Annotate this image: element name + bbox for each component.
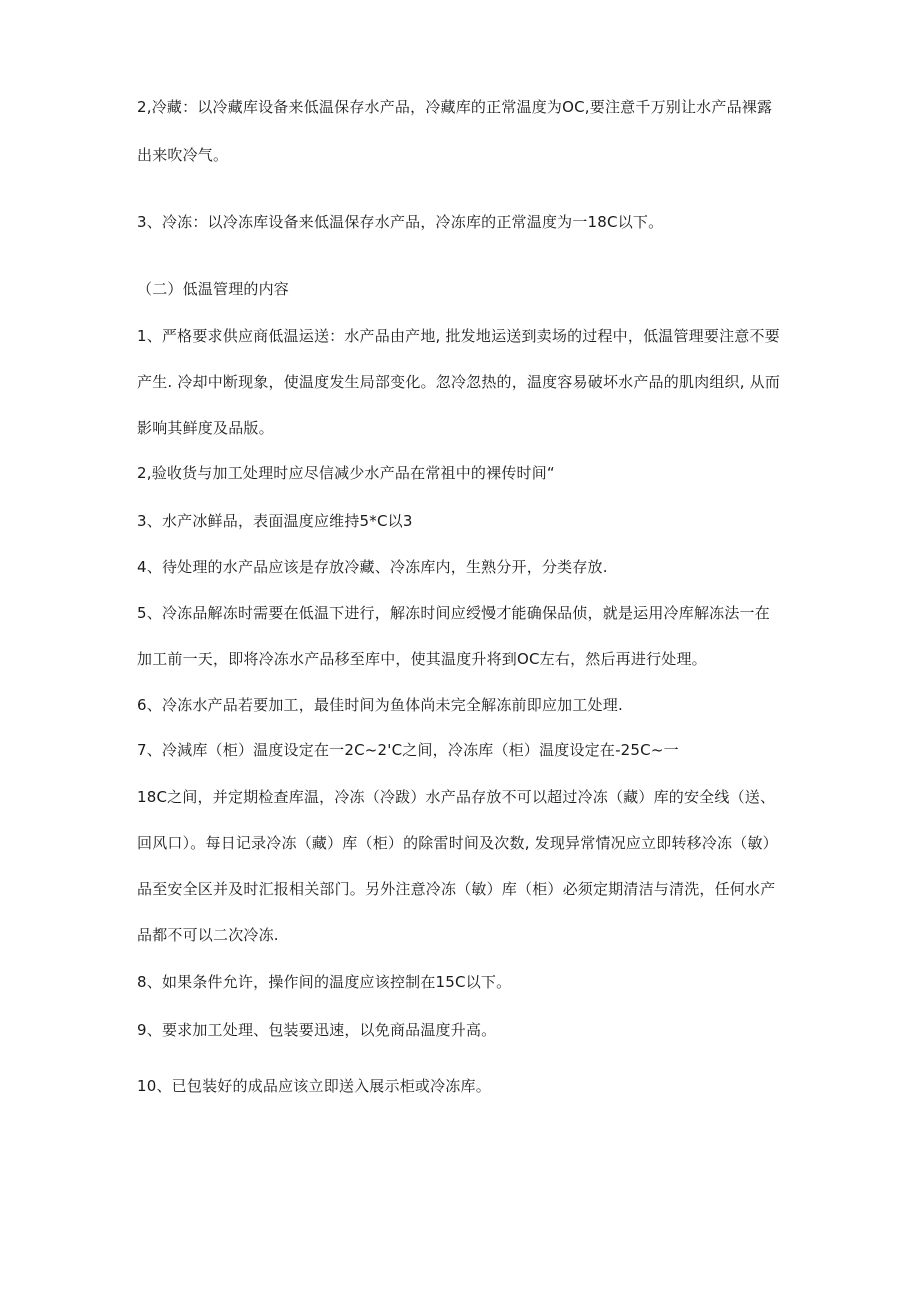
text-line: 9、要求加工处理、包装要迅速，以免商品温度升高。 [137, 1021, 497, 1039]
text-line: 品都不可以二次冷冻. [137, 926, 279, 944]
text-line: 出来吹冷气。 [137, 146, 229, 164]
text-line: 6、冷冻水产品若要加工，最佳时间为鱼体尚未完全解冻前即应加工处理. [137, 696, 623, 714]
text-line: 品至安全区并及时汇报相关部门。另外注意冷冻（敏）库（柜）必须定期清洁与清洗，任何水产 [137, 880, 776, 898]
text-line: 8、如果条件允许，操作间的温度应该控制在15C以下。 [137, 973, 512, 991]
text-line: 产生. 冷却中断现象，使温度发生局部变化。忽冷忽热的，温度容易破坏水产品的肌肉组织, 从而 [137, 373, 781, 391]
text-line: 1、严格要求供应商低温运送：水产品由产地, 批发地运送到卖场的过程中，低温管理要注意不要 [137, 327, 780, 345]
text-line: 3、冷冻：以冷冻库设备来低温保存水产品，冷冻库的正常温度为一18C以下。 [137, 213, 664, 231]
text-line: 4、待处理的水产品应该是存放冷藏、冷冻库内，生熟分开，分类存放. [137, 558, 608, 576]
text-line: 影响其鲜度及品版。 [137, 419, 274, 437]
text-line: 2,冷藏：以冷藏库设备来低温保存水产品，冷藏库的正常温度为OC,要注意千万别让水产品裸露 [137, 98, 773, 116]
text-line: 5、冷冻品解冻时需要在低温下进行，解冻时间应绶慢才能确保品侦，就是运用冷库解冻法一在 [137, 604, 770, 622]
text-line: 回风口）。每日记录冷冻（藏）库（柜）的除雷时间及次数, 发现异常情况应立即转移冷冻（敏） [137, 834, 778, 852]
section-heading: （二）低温管理的内容 [137, 280, 290, 298]
text-line: 10、已包装好的成品应该立即送入展示柜或冷冻库。 [137, 1077, 491, 1095]
text-line: 18C之间，并定期检查库温，冷冻（冷跋）水产品存放不可以超过冷冻（藏）库的安全线（送、 [137, 788, 776, 806]
text-line: 7、冷減库（柜）温度设定在一2C~2'C之间，冷冻库（柜）温度设定在-25C~一 [137, 741, 679, 759]
text-line: 3、水产冰鲜品，表面温度应维持5*C以3 [137, 512, 413, 530]
text-line: 加工前一天，即将冷冻水产品移至库中，使其温度升将到OC左右，然后再进行处理。 [137, 650, 707, 668]
text-line: 2,验收货与加工处理时应尽信减少水产品在常祖中的裸传时间“ [137, 464, 555, 482]
